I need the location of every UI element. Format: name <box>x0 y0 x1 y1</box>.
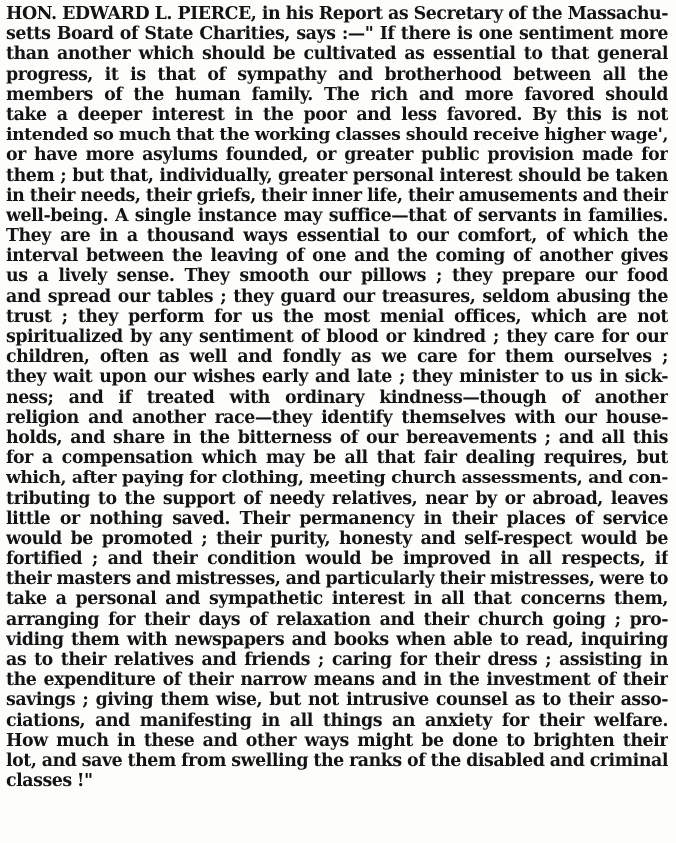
article-line: tributing to the support of needy relatives, near by or abroad, leaves <box>6 488 668 509</box>
article-line: setts Board of State Charities, says :—" If there is one sentiment more <box>6 24 668 45</box>
article-line: or have more asylums founded, or greater public provision made for <box>6 145 668 166</box>
article-line: children, often as well and fondly as we care for them ourselves ; <box>6 347 668 368</box>
article-line: fortified ; and their condition would be improved in all respects, if <box>6 549 668 570</box>
article-line: religion and another race—they identify themselves with our house- <box>6 407 668 428</box>
article-line: intended so much that the working classes should receive higher wage', <box>6 125 668 146</box>
article-line: They are in a thousand ways essential to our comfort, of which the <box>6 226 668 247</box>
article-line: in their needs, their griefs, their inner life, their amusements and their <box>6 185 668 206</box>
article-line: take a deeper interest in the poor and less favored. By this is not <box>6 104 668 125</box>
article-line: and spread our tables ; they guard our treasures, seldom abusing the <box>6 286 668 307</box>
article-line: savings ; giving them wise, but not intrusive counsel as to their asso- <box>6 690 668 711</box>
article-line: How much in these and other ways might be done to brighten their <box>6 730 668 751</box>
article-line: spiritualized by any sentiment of blood or kindred ; they care for our <box>6 327 668 347</box>
article-line: viding them with newspapers and books when able to read, inquiring <box>6 629 668 650</box>
article-line: lot, and save them from swelling the ranks of the disabled and criminal <box>6 750 668 771</box>
article-line: as to their relatives and friends ; caring for their dress ; assisting in <box>6 650 668 670</box>
article-line: for a compensation which may be all that fair dealing requires, but <box>6 448 668 469</box>
article-line: well-being. A single instance may suffice—that of servants in families. <box>6 205 668 226</box>
article-line: classes !" <box>6 771 93 792</box>
article-line: trust ; they perform for us the most menial offices, which are not <box>6 306 668 327</box>
article-body <box>6 4 668 791</box>
article-line: us a lively sense. They smooth our pillows ; they prepare our food <box>6 266 668 287</box>
article-line: would be promoted ; their purity, honesty and self-respect would be <box>6 528 668 549</box>
article-line: the expenditure of their narrow means and in the investment of their <box>6 670 668 691</box>
article-line: ness; and if treated with ordinary kindness—though of another <box>6 387 668 408</box>
article-line: HON. EDWARD L. PIERCE, in his Report as Secretary of the Massachu- <box>6 4 668 24</box>
article-line: little or nothing saved. Their permanency in their places of service <box>6 508 668 529</box>
article-line: than another which should be cultivated as essential to that general <box>6 44 668 65</box>
article-line: their masters and mistresses, and particularly their mistresses, were to <box>6 569 668 590</box>
article-line: them ; but that, individually, greater personal interest should be taken <box>6 165 668 186</box>
article-line: which, after paying for clothing, meeting church assessments, and con- <box>6 468 668 489</box>
article-line: members of the human family. The rich and more favored should <box>6 84 668 105</box>
article-line: they wait upon our wishes early and late ; they minister to us in sick- <box>6 367 668 388</box>
article-line: progress, it is that of sympathy and brotherhood between all the <box>6 64 668 85</box>
article-line: interval between the leaving of one and the coming of another gives <box>6 246 668 267</box>
article-line: arranging for their days of relaxation and their church going ; pro- <box>6 609 668 630</box>
article-line: ciations, and manifesting in all things an anxiety for their welfare. <box>6 710 668 731</box>
article-line: take a personal and sympathetic interest in all that concerns them, <box>6 589 668 610</box>
article-line: holds, and share in the bitterness of our bereavements ; and all this <box>6 427 668 448</box>
